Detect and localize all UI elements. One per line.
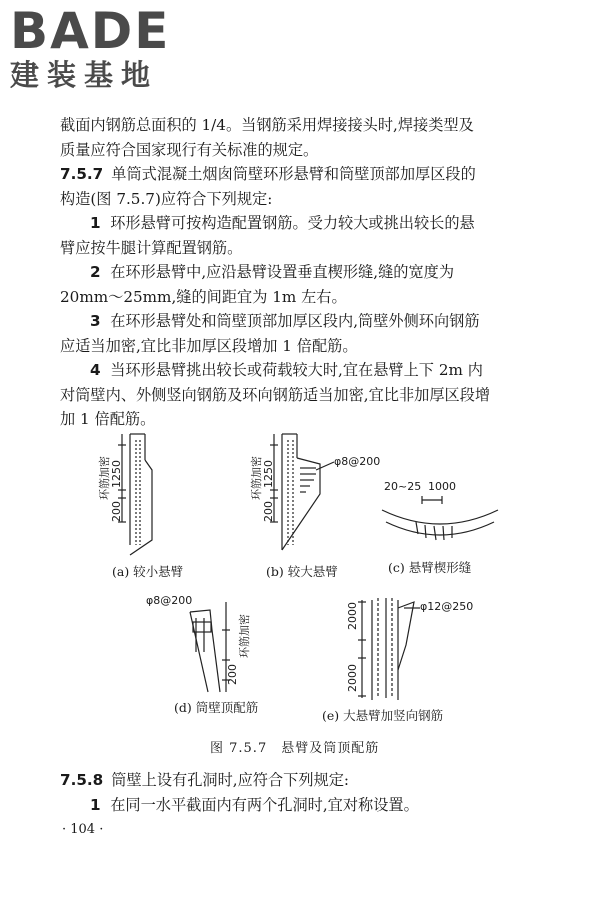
section-heading [60, 768, 546, 793]
section-number: 7.5.8 [60, 771, 104, 789]
item-number: 1 [90, 795, 101, 814]
diagram-d [190, 602, 230, 692]
dim-e-upper: 2000 [346, 602, 359, 630]
item-text: 在同一水平截面内有两个孔洞时,宜对称设置。 [110, 795, 419, 814]
caption-b: (b) 较大悬臂 [266, 564, 338, 579]
paragraph-line: 构造(图 7.5.7)应符合下列规定: [60, 189, 273, 208]
dim-d: 200 [226, 664, 239, 685]
item-number: 4 [90, 361, 101, 379]
label-ring-dense-b: 环筋加密 [250, 456, 263, 500]
dim-e-lower: 2000 [346, 664, 359, 692]
paragraph-line: 加 1 倍配筋。 [60, 410, 156, 428]
section-text: 单筒式混凝土烟囱筒壁环形悬臂和筒壁顶部加厚区段的 [111, 165, 476, 183]
paragraph-line: 应适当加密,宜比非加厚区段增加 1 倍配筋。 [60, 336, 358, 355]
dim-a-upper: 1250 [110, 460, 123, 488]
list-item [60, 358, 546, 383]
dim-a-lower: 200 [110, 501, 123, 522]
item-text: 当环形悬臂挑出较长或荷载较大时,宜在悬臂上下 2m 内 [110, 361, 483, 379]
item-text: 在环形悬臂处和筒壁顶部加厚区段内,筒壁外侧环向钢筋 [110, 312, 480, 330]
paragraph-line: 20mm～25mm,缝的间距宜为 1m 左右。 [60, 287, 347, 306]
paragraph-line: 臂应按牛腿计算配置钢筋。 [60, 238, 243, 257]
paragraph-line: 截面内钢筋总面积的 1/4。当钢筋采用焊接接头时,焊接类型及 [60, 116, 474, 134]
spacing-c: 1000 [428, 480, 456, 493]
brand-logo [10, 2, 171, 92]
item-number: 3 [90, 312, 101, 330]
paragraph-line: 对筒壁内、外侧竖向钢筋及环向钢筋适当加密,宜比非加厚区段增 [60, 385, 491, 404]
rebar-b: φ8@200 [334, 455, 381, 468]
item-text: 环形悬臂可按构造配置钢筋。受力较大或挑出较长的悬 [110, 214, 475, 232]
logo-wordmark: BADE [10, 2, 171, 60]
label-ring-dense-d: 环筋加密 [238, 614, 251, 658]
caption-e: (e) 大悬臂加竖向钢筋 [322, 708, 444, 723]
section-text: 筒壁上设有孔洞时,应符合下列规定: [111, 771, 350, 789]
caption-c: (c) 悬臂楔形缝 [388, 560, 472, 575]
document-body-continued [60, 768, 546, 817]
rebar-d: φ8@200 [146, 594, 193, 607]
caption-a: (a) 较小悬臂 [112, 564, 184, 579]
figure-7-5-7 [90, 430, 530, 730]
logo-subtitle: 建装基地 [10, 58, 159, 92]
section-heading [60, 162, 546, 187]
document-body [60, 113, 546, 432]
item-text: 在环形悬臂中,应沿悬臂设置垂直楔形缝,缝的宽度为 [110, 263, 455, 281]
dim-b-upper: 1250 [262, 460, 275, 488]
diagram-b [270, 434, 334, 550]
figure-drawings [90, 430, 530, 730]
item-number: 2 [90, 263, 101, 281]
caption-d: (d) 筒壁顶配筋 [174, 700, 259, 715]
gap-c: 20~25 [384, 480, 422, 493]
dim-b-lower: 200 [262, 501, 275, 522]
section-number: 7.5.7 [60, 165, 104, 183]
paragraph-line: 质量应符合国家现行有关标准的规定。 [60, 140, 319, 159]
diagram-e [358, 598, 420, 700]
item-number: 1 [90, 214, 101, 232]
list-item [60, 793, 546, 818]
list-item [60, 260, 546, 285]
list-item [60, 211, 546, 236]
diagram-a [118, 434, 152, 555]
label-ring-dense-a: 环筋加密 [98, 456, 111, 500]
diagram-c [382, 496, 498, 540]
page-number: · 104 · [62, 822, 104, 837]
list-item [60, 309, 546, 334]
figure-title: 图 7.5.7 悬臂及筒顶配筋 [210, 741, 380, 756]
rebar-e: φ12@250 [420, 600, 474, 613]
